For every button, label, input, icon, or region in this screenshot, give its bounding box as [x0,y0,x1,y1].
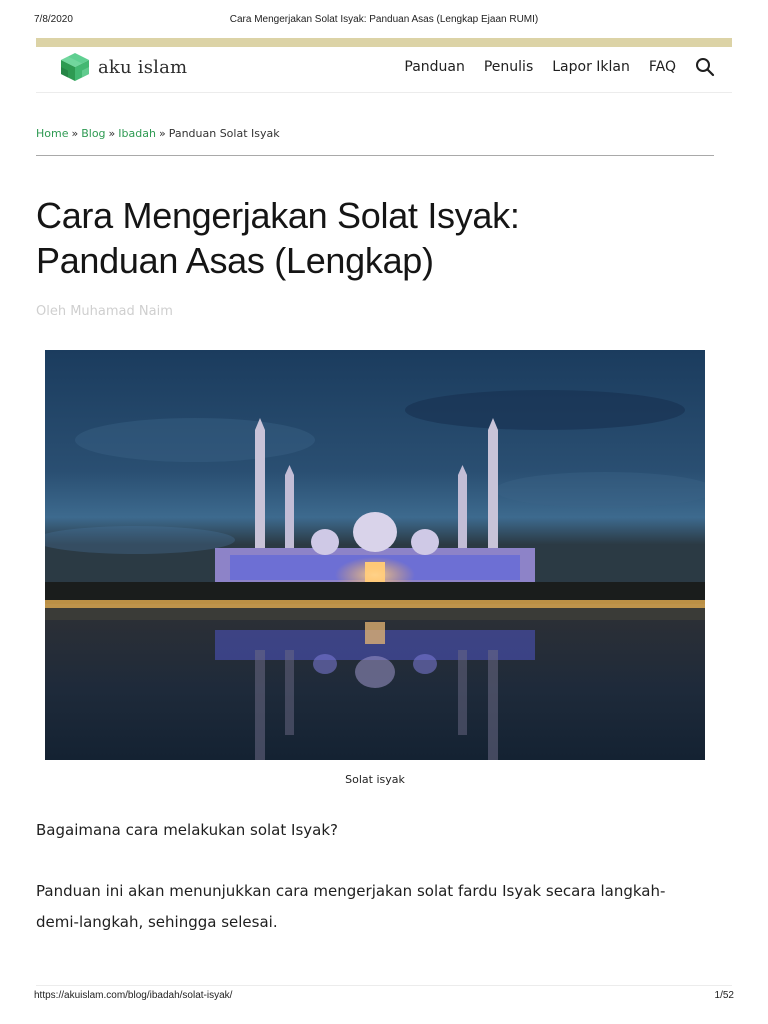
search-icon[interactable] [694,56,716,78]
nav-item-panduan[interactable]: Panduan [404,59,465,75]
breadcrumb-separator: » [158,127,166,140]
nav-menu [385,55,716,79]
breadcrumb-blog[interactable]: Blog [81,127,106,140]
article-paragraph-1: Bagaimana cara melakukan solat Isyak? [36,821,338,839]
site-navbar [36,47,732,93]
print-footer [34,990,734,1004]
print-header [34,14,734,30]
article-title-line-1: Cara Mengerjakan Solat Isyak: [36,195,520,236]
paragraph-2-line-1: Panduan ini akan menunjukkan cara mengerjakan solat fardu Isyak secara langkah- [36,882,666,900]
green-cube-icon [58,52,92,82]
print-url: https://akuislam.com/blog/ibadah/solat-isyak/ [34,990,233,1001]
breadcrumb-separator: » [108,127,116,140]
site-logo[interactable] [58,52,187,82]
article-paragraph-2 [36,876,726,938]
breadcrumb-home[interactable]: Home [36,127,69,140]
hero-image-mosque [45,350,705,760]
nav-item-lapor-iklan[interactable]: Lapor Iklan [552,59,630,75]
breadcrumb-current: Panduan Solat Isyak [168,127,280,140]
breadcrumb [36,127,280,140]
article-title [36,193,726,283]
nav-item-faq[interactable]: FAQ [648,59,676,75]
breadcrumb-ibadah[interactable]: Ibadah [118,127,156,140]
top-accent-bar [36,38,732,47]
print-page-number: 1/52 [714,990,734,1001]
breadcrumb-divider [36,155,714,156]
logo-text: aku islam [98,56,188,78]
image-caption: Solat isyak [345,773,405,786]
print-date: 7/8/2020 [34,14,73,25]
nav-item-penulis[interactable]: Penulis [483,59,534,75]
article-title-line-2: Panduan Asas (Lengkap) [36,240,434,281]
article-author: Oleh Muhamad Naim [36,304,173,319]
breadcrumb-separator: » [71,127,79,140]
footer-divider [36,985,732,986]
print-title: Cara Mengerjakan Solat Isyak: Panduan Asas (Lengkap Ejaan RUMI) [229,14,539,25]
paragraph-2-line-2: demi-langkah, sehingga selesai. [36,913,278,931]
